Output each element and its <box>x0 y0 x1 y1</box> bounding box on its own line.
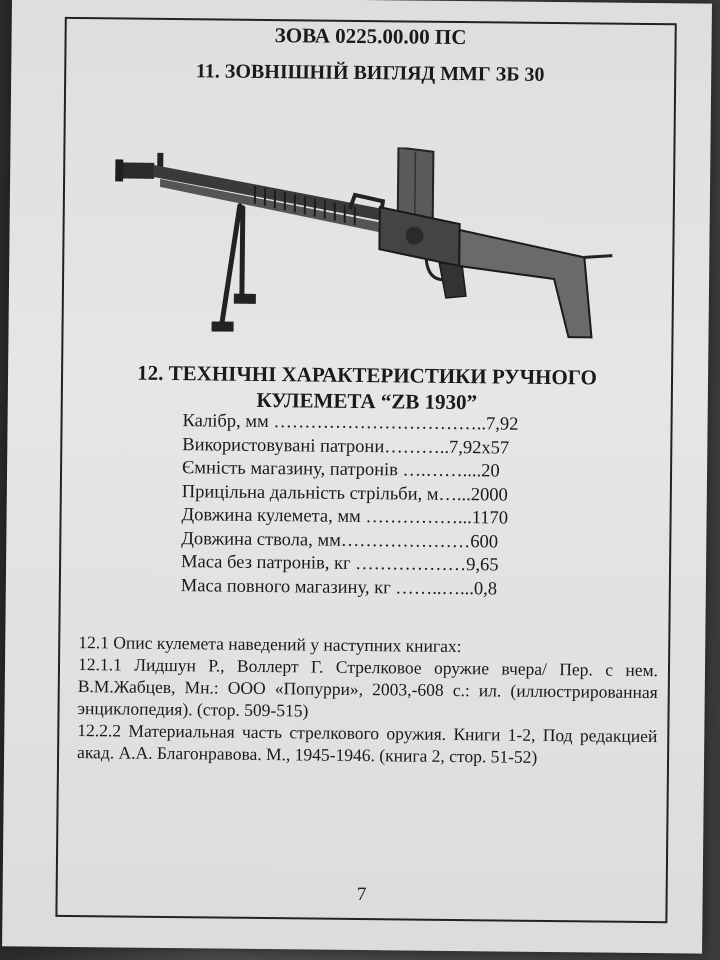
page-number: 7 <box>356 883 367 906</box>
stock-part <box>458 230 592 337</box>
spec-mass-unloaded: Маса без патронів, кг ………………9,65 <box>180 552 499 576</box>
section-12-title <box>63 359 672 417</box>
spec-magazine-capacity: Ємність магазину, патронів ….……....20 <box>181 458 500 482</box>
section-12-title-line2: КУЛЕМЕТА “ZB 1930” <box>256 387 478 415</box>
spec-caliber: Калібр, мм ……………………………..7,92 <box>182 411 519 435</box>
document-page <box>2 0 712 954</box>
bibliography-ref-2: 12.2.2 Материальная часть стрелкового оружия. Книги 1-2, Под редакцией акад. А.А. Благонравова. М., 1945-1946. (книга 2, стор. 51-52) <box>77 720 658 767</box>
spec-barrel-length: Довжина ствола, мм…………………600 <box>181 528 499 552</box>
document-code: ЗОВА 0225.00.00 ПС <box>274 23 467 50</box>
section-12-title-line1: 12. ТЕХНІЧНІ ХАРАКТЕРИСТИКИ РУЧНОГО <box>137 360 598 390</box>
muzzle-tip-part <box>115 159 123 181</box>
front-sight-part <box>157 153 163 167</box>
bipod-foot-part <box>212 321 234 331</box>
page-frame <box>55 17 676 923</box>
bipod-foot-part <box>234 294 256 304</box>
spec-gun-length: Довжина кулемета, мм ……………...1170 <box>181 505 509 529</box>
spec-cartridges: Використовувані патрони………..7,92х57 <box>182 434 510 459</box>
barrel-part <box>153 165 386 221</box>
spec-magazine-mass: Маса повного магазину, кг ……..…...0,8 <box>180 575 498 599</box>
section-11-title: 11. ЗОВНІШНІЙ ВИГЛЯД ММГ ЗБ 30 <box>195 60 545 86</box>
spec-effective-range: Прицільна дальність стрільби, м…...2000 <box>181 481 508 506</box>
bipod-part <box>222 206 243 326</box>
specs-list <box>181 410 583 602</box>
muzzle-part <box>120 162 154 178</box>
bibliography <box>77 631 658 769</box>
machine-gun-illustration <box>113 144 615 349</box>
bibliography-ref-1: 12.1.1 Лидшун Р., Воллерт Г. Стрелковое оружие вчера/ Пер. с нем. В.М.Жабцев, Мн.: ООО «Попурри», 2003,-608 с.: ил. (иллюстрированная энциклопедия). (стор. 509-515) <box>77 654 659 721</box>
bibliography-intro: 12.1 Опис кулемета наведений у наступних книгах: <box>78 632 462 657</box>
